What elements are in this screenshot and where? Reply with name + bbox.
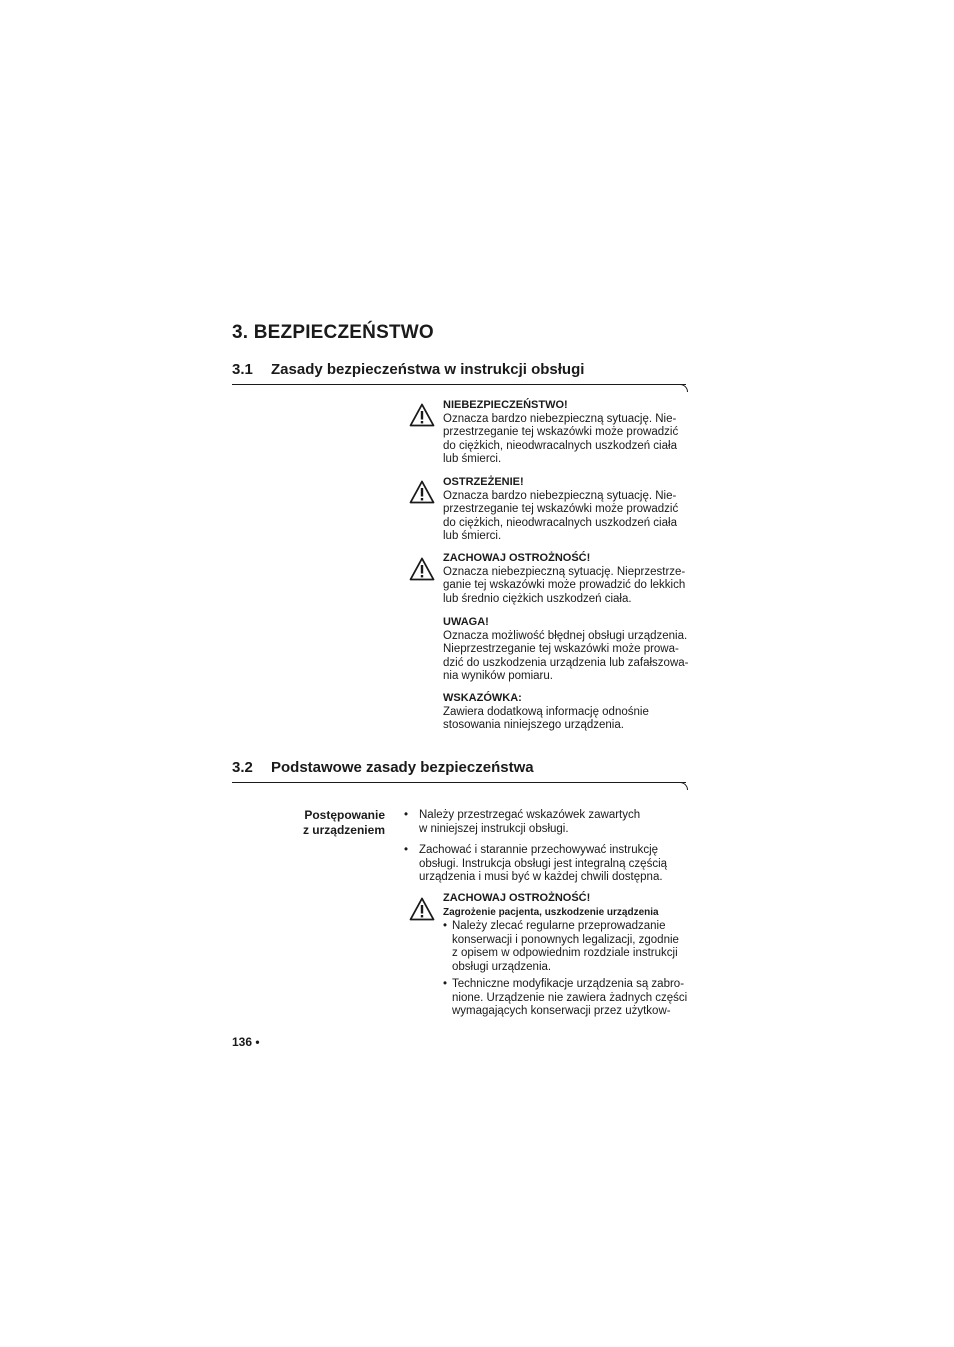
warning-triangle-icon xyxy=(409,557,435,581)
bullet-text: Techniczne modyfikacje urządzenia są zabro- nione. Urządzenie nie zawiera żadnych części wymagających konserwacji przez użytkow- xyxy=(452,978,688,1018)
caution-notice xyxy=(443,892,693,919)
section-2-title: Podstawowe zasady bezpieczeństwa xyxy=(271,759,534,776)
notice-attention-body: Oznacza możliwość błędnej obsługi urządzenia. Nieprzestrzeganie tej wskazówki może prowa- dzić do uszkodzenia urządzenia lub zafałszowa- nia wyników pomiaru. xyxy=(443,629,689,683)
notice-warning-head: OSTRZEŻENIE! xyxy=(443,476,524,488)
warning-triangle-icon xyxy=(409,403,435,427)
notice-caution-head: ZACHOWAJ OSTROŻNOŚĆ! xyxy=(443,552,591,564)
bullet-text: Zachować i starannie przechowywać instrukcję obsługi. Instrukcja obsługi jest integralną częścią urządzenia i musi być w każdej chwili dostępna. xyxy=(419,844,668,884)
side-label: Postępowanie z urządzeniem xyxy=(302,808,385,837)
section-2-rule xyxy=(232,782,686,783)
bullet-text: Należy zlecać regularne przeprowadzanie konserwacji i ponownych legalizacji, zgodnie z opisem w odpowiednim rozdziale instrukcji obsługi urządzenia. xyxy=(452,920,679,973)
notice-attention-head: UWAGA! xyxy=(443,616,489,628)
notice-caution-body: Oznacza niebezpieczną sytuację. Nieprzestrze- ganie tej wskazówki może prowadzić do lekkich lub średnio ciężkich uszkodzeń ciała. xyxy=(443,565,686,605)
notice-warning xyxy=(443,476,693,544)
bullet-glyph: • xyxy=(443,978,448,990)
section-1-title: Zasady bezpieczeństwa w instrukcji obsługi xyxy=(271,361,585,378)
list-item xyxy=(443,978,693,1020)
section-1-number: 3.1 xyxy=(232,361,253,378)
list-item xyxy=(404,844,694,886)
notice-hint-body: Zawiera dodatkową informację odnośnie stosowania niniejszego urządzenia. xyxy=(443,705,649,732)
bullet-glyph: • xyxy=(404,844,409,856)
notice-warning-body: Oznacza bardzo niebezpieczną sytuację. Nie- przestrzeganie tej wskazówki może prowadzić do ciężkich, nieodwracalnych uszkodzeń ciała lub śmierci. xyxy=(443,489,679,543)
chapter-title: 3. BEZPIECZEŃSTWO xyxy=(232,322,434,343)
list-item xyxy=(443,920,693,976)
notice-hint-head: WSKAZÓWKA: xyxy=(443,692,522,704)
warning-triangle-icon xyxy=(409,480,435,504)
notice-caution xyxy=(443,552,693,606)
caution-subhead: Zagrożenie pacjenta, uszkodzenie urządzenia xyxy=(443,906,659,918)
notice-danger-body: Oznacza bardzo niebezpieczną sytuację. Nie- przestrzeganie tej wskazówki może prowadzić do ciężkich, nieodwracalnych uszkodzeń ciała lub śmierci. xyxy=(443,412,679,466)
notice-danger-head: NIEBEZPIECZEŃSTWO! xyxy=(443,399,568,411)
section-1-rule xyxy=(232,384,686,385)
bullet-glyph: • xyxy=(404,809,409,821)
section-2-heading xyxy=(232,759,534,776)
section-1-heading xyxy=(232,361,584,378)
notice-danger xyxy=(443,399,693,467)
bullet-text: Należy przestrzegać wskazówek zawartych w niniejszej instrukcji obsługi. xyxy=(419,809,641,835)
section-2-number: 3.2 xyxy=(232,759,253,776)
notice-hint xyxy=(443,692,693,733)
caution-head: ZACHOWAJ OSTROŻNOŚĆ! xyxy=(443,892,591,904)
warning-triangle-icon xyxy=(409,897,435,921)
page-number: 136 • xyxy=(232,1035,260,1049)
notice-attention xyxy=(443,616,693,684)
bullet-glyph: • xyxy=(443,920,448,932)
list-item xyxy=(404,809,694,837)
